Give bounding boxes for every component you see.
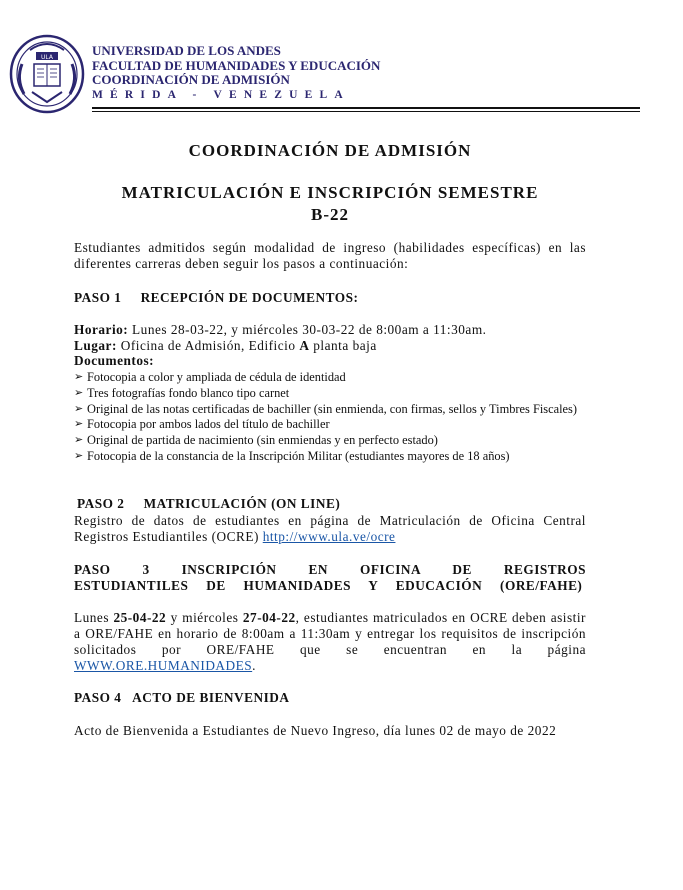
arrow-bullet-icon: ➢ xyxy=(74,386,84,399)
paso2-heading: PASO 2 MATRICULACIÓN (ON LINE) xyxy=(77,496,341,511)
list-item: ➢ Fotocopia a color y ampliada de cédula de identidad xyxy=(74,370,346,384)
paso3-heading: PASO 3 INSCRIPCIÓN EN OFICINA DE REGISTROS ESTUDIANTILES DE HUMANIDADES Y EDUCACIÓN (ORE/FAHE) xyxy=(74,562,586,593)
arrow-bullet-icon: ➢ xyxy=(74,434,84,447)
paso4-text: Acto de Bienvenida a Estudiantes de Nuevo Ingreso, día lunes 02 de mayo de 2022 xyxy=(74,723,557,738)
university-seal-logo xyxy=(8,34,86,114)
ore-link[interactable]: WWW.ORE.HUMANIDADES xyxy=(74,658,253,673)
arrow-bullet-icon: ➢ xyxy=(74,402,84,415)
university-name: UNIVERSIDAD DE LOS ANDES xyxy=(92,43,281,58)
page-subtitle: MATRICULACIÓN E INSCRIPCIÓN SEMESTRE B-22 xyxy=(121,183,539,224)
header-rule-thin xyxy=(92,111,640,112)
city-line: MÉRIDA - VENEZUELA xyxy=(92,88,350,101)
paso1-documentos-label: Documentos: xyxy=(74,353,155,368)
paso2-text: Registro de datos de estudiantes en página de Matriculación de Oficina Central Registros Estudiantiles (OCRE) http://www.ula.ve/ocre xyxy=(74,513,586,544)
paso1-heading: PASO 1 RECEPCIÓN DE DOCUMENTOS: xyxy=(74,290,359,305)
list-item: ➢ Original de partida de nacimiento (sin enmiendas y en perfecto estado) xyxy=(74,433,438,448)
letterhead xyxy=(8,34,668,116)
paso1-horario: Horario: Lunes 28-03-22, y miércoles 30-03-22 de 8:00am a 11:30am. xyxy=(74,322,487,337)
arrow-bullet-icon: ➢ xyxy=(74,418,84,431)
svg-text:ULA: ULA xyxy=(41,54,53,61)
arrow-bullet-icon: ➢ xyxy=(74,449,84,462)
ocre-link[interactable]: http://www.ula.ve/ocre xyxy=(262,529,396,544)
arrow-bullet-icon: ➢ xyxy=(74,371,84,383)
documents-list xyxy=(74,370,588,465)
paso3-text: Lunes 25-04-22 y miércoles 27-04-22, estudiantes matriculados en OCRE deben asistir a ORE/FAHE en horario de 8:00am a 11:30am y entregar los requisitos de inscripción solicitados por ORE/FAHE que se encuentran en la página WWW.ORE.HUMANIDADES. xyxy=(74,610,586,673)
paso4-heading: PASO 4 ACTO DE BIENVENIDA xyxy=(74,690,290,705)
intro-paragraph: Estudiantes admitidos según modalidad de ingreso (habilidades específicas) en las diferentes carreras deben seguir los pasos a continuación: xyxy=(74,240,586,271)
list-item: ➢ Original de las notas certificadas de bachiller (sin enmienda, con firmas, sellos y Timbres Fiscales) xyxy=(74,401,577,416)
faculty-name: FACULTAD DE HUMANIDADES Y EDUCACIÓN xyxy=(92,57,381,73)
page-title: COORDINACIÓN DE ADMISIÓN xyxy=(188,141,472,160)
office-name: COORDINACIÓN DE ADMISIÓN xyxy=(92,72,290,87)
list-item: ➢ Tres fotografías fondo blanco tipo carnet xyxy=(74,385,290,400)
paso1-lugar: Lugar: Oficina de Admisión, Edificio A planta baja xyxy=(74,338,377,353)
list-item: ➢ Fotocopia de la constancia de la Inscripción Militar (estudiantes mayores de 18 años) xyxy=(74,448,510,463)
header-rule xyxy=(92,107,640,109)
list-item: ➢ Fotocopia por ambos lados del título de bachiller xyxy=(74,417,330,432)
